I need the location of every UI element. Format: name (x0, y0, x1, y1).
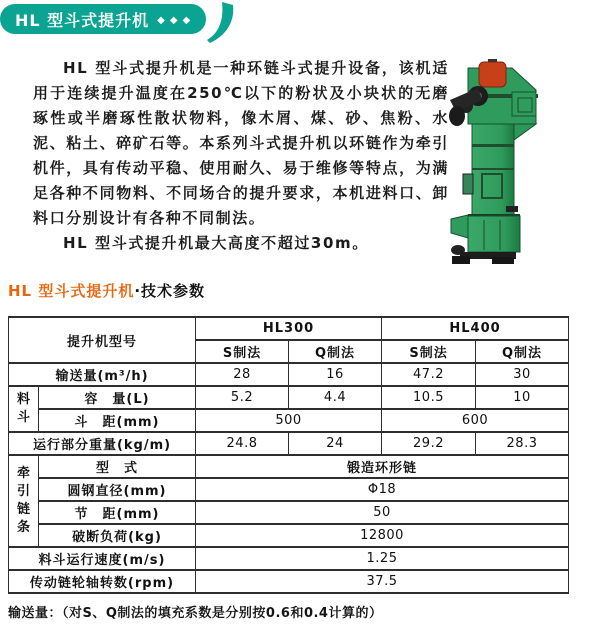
table-cell: 牵引链条 (9, 455, 39, 547)
section-title-suffix: ·技术参数 (134, 282, 206, 300)
table-cell: 47.2 (382, 363, 476, 386)
banner-swoosh-icon (206, 1, 240, 43)
table-row (9, 409, 569, 432)
table-row (9, 363, 569, 386)
table-row (9, 547, 569, 570)
table-cell: 30 (476, 363, 569, 386)
table-cell: 锻造环形链 (196, 455, 569, 478)
table-cell: 型 式 (39, 455, 196, 478)
table-cell: 节 距(mm) (39, 501, 196, 524)
table-row (9, 317, 569, 340)
table-cell: 10 (476, 386, 569, 409)
table-row (9, 432, 569, 455)
table-row (9, 570, 569, 593)
intro-paragraph-2: HL 型斗式提升机最大高度不超过30m。 (63, 234, 369, 252)
table-cell: 28.3 (476, 432, 569, 455)
table-cell: 1.25 (196, 547, 569, 570)
table-cell: Q制法 (476, 340, 569, 363)
table-row (9, 455, 569, 478)
header-banner (0, 4, 206, 34)
table-cell: 16 (289, 363, 382, 386)
table-cell: 500 (196, 409, 382, 432)
intro-paragraph-1: HL 型斗式提升机是一种环链斗式提升设备，该机适用于连续提升温度在250℃以下的粉状及小块状的无磨琢性或半磨琢性散状物料，像木屑、煤、砂、焦粉、水泥、粘土、碎矿石等。本系列斗式提升机以环链作为牵引机件，具有传动平稳、使用耐久、易于维修等特点，为满足各种不同物料、不同场合的提升要求，本机进料口、卸料口分别设计有各种不同制法。 (33, 59, 449, 227)
table-cell: 运行部分重量(kg/m) (9, 432, 196, 455)
table-row (9, 386, 569, 409)
diamond-icons: ◆◆◆ (157, 14, 196, 26)
table-cell: 29.2 (382, 432, 476, 455)
table-cell: S制法 (382, 340, 476, 363)
table-row (9, 478, 569, 501)
tech-parameters-table-wrap (8, 316, 569, 594)
table-cell: 50 (196, 501, 569, 524)
table-cell: 5.2 (196, 386, 289, 409)
table-cell: 提升机型号 (9, 317, 196, 363)
table-cell: 10.5 (382, 386, 476, 409)
table-cell: Q制法 (289, 340, 382, 363)
table-cell: 圆钢直径(mm) (39, 478, 196, 501)
table-cell: 12800 (196, 524, 569, 547)
table-cell: 37.5 (196, 570, 569, 593)
elevator-boot (451, 206, 520, 264)
section-title (8, 280, 205, 301)
table-cell: 容 量(L) (39, 386, 196, 409)
product-photo (448, 56, 603, 266)
table-cell: 4.4 (289, 386, 382, 409)
table-cell: 24 (289, 432, 382, 455)
table-row (9, 501, 569, 524)
section-title-model: HL 型斗式提升机 (8, 282, 135, 300)
table-cell: 24.8 (196, 432, 289, 455)
table-cell: 料斗运行速度(m/s) (9, 547, 196, 570)
table-cell: S制法 (196, 340, 289, 363)
table-cell: 600 (382, 409, 569, 432)
table-cell: 破断负荷(kg) (39, 524, 196, 547)
tech-table-body (9, 317, 569, 593)
table-cell: Φ18 (196, 478, 569, 501)
tech-table (8, 316, 569, 594)
table-cell: 传动链轮轴转数(rpm) (9, 570, 196, 593)
table-cell: HL400 (382, 317, 569, 340)
table-cell: 输送量(m³/h) (9, 363, 196, 386)
table-cell: HL300 (196, 317, 382, 340)
table-cell: 料斗 (9, 386, 39, 432)
table-row (9, 524, 569, 547)
intro-text (33, 56, 449, 256)
table-cell: 斗 距(mm) (39, 409, 196, 432)
banner-title: HL 型斗式提升机 (15, 10, 150, 30)
table-cell: 28 (196, 363, 289, 386)
footnote: 输送量：（对S、Q制法的填充系数是分别按0.6和0.4计算的） (8, 606, 383, 621)
